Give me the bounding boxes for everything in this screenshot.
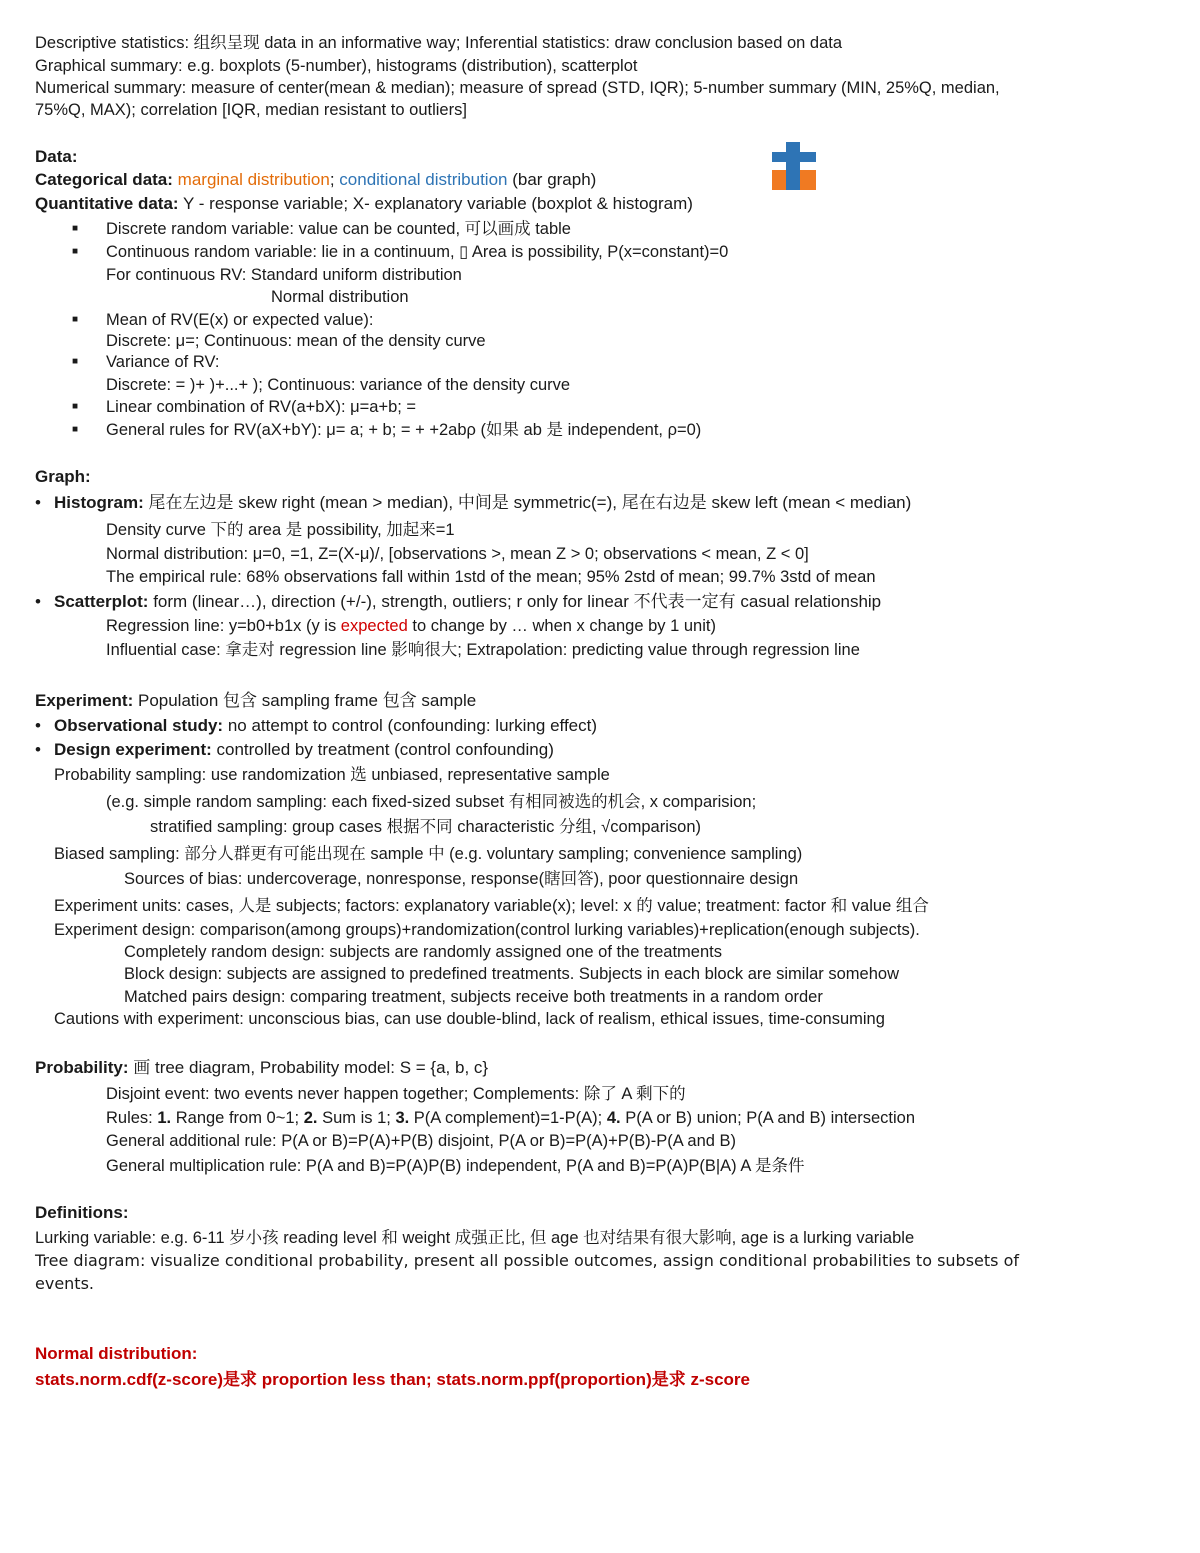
rules-label: Rules: <box>106 1109 153 1127</box>
histogram-label: Histogram: <box>54 493 144 512</box>
quantitative-label: Quantitative data: <box>35 194 179 213</box>
cautions-line: Cautions with experiment: unconscious bias, can use double-blind, lack of realism, ethical issues, time-consuming <box>54 1010 885 1028</box>
conditional-distribution: conditional distribution <box>339 170 508 189</box>
block-design-line: Block design: subjects are assigned to predefined treatments. Subjects in each block are similar somehow <box>124 965 899 983</box>
intro-line-3: Numerical summary: measure of center(mean & median); measure of spread (STD, IQR); 5-number summary (MIN, 25%Q, median, <box>35 79 1000 97</box>
bullet-dot-icon: • <box>35 493 41 512</box>
histogram-text: 尾在左边是 skew right (mean > median), 中间是 symmetric(=), 尾在右边是 skew left (mean < median) <box>148 493 912 512</box>
bullet-mean-rv: Mean of RV(E(x) or expected value): <box>106 311 374 329</box>
bullet-variance-rv: Variance of RV: <box>106 353 220 371</box>
bullet-dot-icon: • <box>35 740 41 759</box>
categorical-label: Categorical data: <box>35 170 173 189</box>
scatterplot-line <box>54 591 881 613</box>
tree-diagram-line: Tree diagram: visualize conditional probability, present all possible outcomes, assign conditional probabilities to subsets of <box>35 1251 1020 1270</box>
sources-of-bias-line: Sources of bias: undercoverage, nonresponse, response(瞎回答), poor questionnaire design <box>124 870 799 888</box>
biased-sampling-line: Biased sampling: 部分人群更有可能出现在 sample 中 (e.g. voluntary sampling; convenience sampling) <box>54 845 803 863</box>
experiment-heading-line <box>35 690 476 712</box>
probability-label: Probability: <box>35 1058 129 1077</box>
cat-tail: (bar graph) <box>512 170 597 189</box>
bullet-linear-combination: Linear combination of RV(a+bX): μ=a+b; = <box>106 398 417 416</box>
scatterplot-text: form (linear…), direction (+/-), strength, outliers; r only for linear 不代表一定有 casual relationship <box>153 592 882 611</box>
continuous-rv-uniform: For continuous RV: Standard uniform distribution <box>106 266 462 284</box>
rule-text-3: P(A complement)=1-P(A); <box>413 1109 603 1127</box>
disjoint-event-line: Disjoint event: two events never happen together; Complements: 除了 A 剩下的 <box>106 1085 686 1103</box>
bullet-discrete-rv: Discrete random variable: value can be counted, 可以画成 table <box>106 220 571 238</box>
lurking-variable-line: Lurking variable: e.g. 6-11 岁小孩 reading level 和 weight 成强正比, 但 age 也对结果有很大影响, age is a lurking variable <box>35 1229 915 1247</box>
data-heading: Data: <box>35 147 78 166</box>
stratified-sampling-line: stratified sampling: group cases 根据不同 characteristic 分组, √comparison) <box>150 818 701 836</box>
observational-text: no attempt to control (confounding: lurking effect) <box>227 716 598 735</box>
categorical-data-line <box>35 169 596 191</box>
regression-line <box>106 615 716 637</box>
regression-text-c: to change by … when x change by 1 unit) <box>412 617 716 635</box>
normal-distribution-heading: Normal distribution: <box>35 1344 198 1363</box>
bullet-dot-icon: • <box>35 592 41 611</box>
probability-heading-line <box>35 1057 488 1079</box>
experiment-design-line: Experiment design: comparison(among groups)+randomization(control lurking variables)+replication(enough subjects). <box>54 921 920 939</box>
experiment-units-line: Experiment units: cases, 人是 subjects; factors: explanatory variable(x); level: x 的 value; treatment: factor 和 value 组合 <box>54 897 929 915</box>
design-experiment-line <box>54 739 554 761</box>
regression-text-a: Regression line: y=b0+b1x (y is <box>106 617 337 635</box>
completely-random-design-line: Completely random design: subjects are randomly assigned one of the treatments <box>124 943 722 961</box>
scatterplot-label: Scatterplot: <box>54 592 149 611</box>
matched-pairs-line: Matched pairs design: comparing treatment, subjects receive both treatments in a random order <box>124 988 823 1006</box>
intro-line-4: 75%Q, MAX); correlation [IQR, median resistant to outliers] <box>35 101 467 119</box>
graph-heading: Graph: <box>35 467 91 486</box>
rule-text-2: Sum is 1; <box>322 1109 391 1127</box>
density-curve-line: Density curve 下的 area 是 possibility, 加起来=1 <box>106 521 455 539</box>
bullet-general-rules: General rules for RV(aX+bY): μ= a; + b; = + +2abρ (如果 ab 是 independent, ρ=0) <box>106 421 702 439</box>
tree-diagram-line-cont: events. <box>35 1274 94 1293</box>
square-bullet-icon: ■ <box>72 246 79 257</box>
intro-line-1: Descriptive statistics: 组织呈现 data in an informative way; Inferential statistics: draw conclusion based on data <box>35 34 843 52</box>
variance-rv-detail: Discrete: = )+ )+...+ ); Continuous: variance of the density curve <box>106 376 571 394</box>
additional-rule-line: General additional rule: P(A or B)=P(A)+P(B) disjoint, P(A or B)=P(A)+P(B)-P(A and B) <box>106 1132 737 1150</box>
intro-line-2: Graphical summary: e.g. boxplots (5-number), histograms (distribution), scatterplot <box>35 57 638 75</box>
normal-distribution-text: stats.norm.cdf(z-score)是求 proportion less than; stats.norm.ppf(proportion)是求 z-score <box>35 1370 750 1389</box>
mean-rv-detail: Discrete: μ=; Continuous: mean of the density curve <box>106 332 486 350</box>
rule-number-2: 2. <box>303 1109 318 1127</box>
rule-text-1: Range from 0~1; <box>175 1109 300 1127</box>
simple-random-sampling-line: (e.g. simple random sampling: each fixed-sized subset 有相同被选的机会, x comparision; <box>106 793 757 811</box>
square-bullet-icon: ■ <box>72 356 79 367</box>
rule-number-4: 4. <box>606 1109 621 1127</box>
marginal-distribution: marginal distribution <box>177 170 330 189</box>
bullet-dot-icon: • <box>35 716 41 735</box>
design-text: controlled by treatment (control confounding) <box>216 740 554 759</box>
cat-separator: ; <box>329 170 335 189</box>
rule-number-1: 1. <box>157 1109 172 1127</box>
square-bullet-icon: ■ <box>72 401 79 412</box>
normal-distribution-line: Normal distribution: μ=0, =1, Z=(X-μ)/, [observations >, mean Z > 0; observations < mean, Z < 0] <box>106 545 809 563</box>
square-bullet-icon: ■ <box>72 223 79 234</box>
rules-line <box>106 1107 915 1129</box>
rule-text-4: P(A or B) union; P(A and B) intersection <box>625 1109 916 1127</box>
square-bullet-icon: ■ <box>72 314 79 325</box>
rule-number-3: 3. <box>395 1109 410 1127</box>
continuous-rv-normal: Normal distribution <box>271 288 409 306</box>
probability-text: 画 tree diagram, Probability model: S = {a, b, c} <box>133 1058 489 1077</box>
experiment-label: Experiment: <box>35 691 134 710</box>
multiplication-rule-line: General multiplication rule: P(A and B)=P(A)P(B) independent, P(A and B)=P(A)P(B|A) A 是条件 <box>106 1157 805 1175</box>
observational-study-line <box>54 715 597 737</box>
app-logo-icon <box>772 142 816 190</box>
quantitative-data-line <box>35 193 693 215</box>
experiment-text: Population 包含 sampling frame 包含 sample <box>137 691 477 710</box>
observational-label: Observational study: <box>54 716 224 735</box>
histogram-line <box>54 492 911 514</box>
probability-sampling-line: Probability sampling: use randomization 选 unbiased, representative sample <box>54 766 610 784</box>
quantitative-text: Y - response variable; X- explanatory variable (boxplot & histogram) <box>183 194 693 213</box>
regression-expected: expected <box>340 617 408 635</box>
definitions-heading: Definitions: <box>35 1203 129 1222</box>
square-bullet-icon: ■ <box>72 424 79 435</box>
empirical-rule-line: The empirical rule: 68% observations fall within 1std of the mean; 95% 2std of mean; 99.7% 3std of mean <box>106 568 876 586</box>
design-label: Design experiment: <box>54 740 212 759</box>
bullet-continuous-rv: Continuous random variable: lie in a continuum, ▯ Area is possibility, P(x=constant)=0 <box>106 243 729 261</box>
influential-case-line: Influential case: 拿走对 regression line 影响很大; Extrapolation: predicting value through regression line <box>106 641 860 659</box>
